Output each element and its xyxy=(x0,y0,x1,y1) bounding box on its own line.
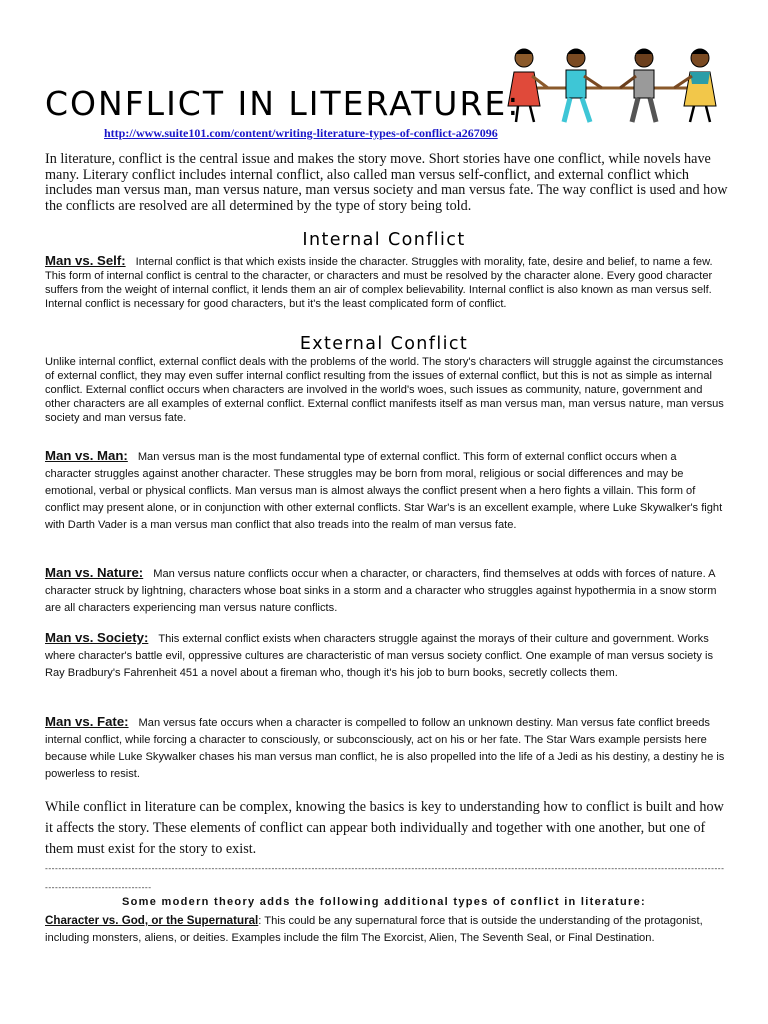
supernatural-text: : This could be any supernatural force that is outside the understanding of the protagonist, including monsters, aliens, or deities. Examples include the film The Exorcist, Alien, The Seventh Seal, or Final Destination. xyxy=(45,915,703,944)
tug-of-war-people-icon xyxy=(496,44,732,126)
man-vs-society-label: Man vs. Society: xyxy=(45,630,149,645)
intro-paragraph: In literature, conflict is the central issue and makes the story move. Short stories have one conflict, while novels have many. Literary conflict includes internal conflict, also called man versus self-conflict, and external conflict which includes man versus man, man versus nature, man versus society and man versus fate. The way conflict is used and how the conflicts are resolved are all determined by the type of story being told. xyxy=(45,151,728,214)
man-vs-self-label: Man vs. Self: xyxy=(45,253,126,268)
internal-conflict-heading: Internal Conflict xyxy=(302,230,466,250)
external-conflict-heading: External Conflict xyxy=(299,334,469,354)
man-vs-fate-text: Man versus fate occurs when a character is compelled to follow an unknown destiny. Man versus fate conflict breeds internal conflict, while forcing a character to consciously, or subconsciously, act on his or her fate. The Star Wars example persists here because while Luke Skywalker chases his man versus man conflict, he is also propelled into the life of a Jedi as his destiny, a destiny he is powerless to resist. xyxy=(45,717,725,780)
source-link[interactable]: http://www.suite101.com/content/writing-literature-types-of-conflict-a267096 xyxy=(104,126,498,140)
modern-theory-heading: Some modern theory adds the following additional types of conflict in literature: xyxy=(122,896,646,908)
conclusion-paragraph: While conflict in literature can be complex, knowing the basics is key to understanding how to conflict is built and how it affects the story. These elements of conflict can appear both individually and together with one another, but one of them must exist for the story to exist. xyxy=(45,799,724,857)
man-vs-fate-label: Man vs. Fate: xyxy=(45,714,129,729)
internal-conflict-paragraph xyxy=(45,254,725,311)
external-conflict-paragraph: Unlike internal conflict, external conflict deals with the problems of the world. The story's characters will struggle against the circumstances of external conflict, they may even suffer internal conflict resulting from the issues of external conflict, but this is not as simple as internal conflict. External conflict occurs when characters are involved in the world's woes, such issues as community, nature, government and other characters are all examples of external conflict. External conflict manifests itself as man versus man, man versus nature, man versus society and man versus fate. xyxy=(45,356,724,424)
man-vs-nature-label: Man vs. Nature: xyxy=(45,565,144,580)
page-title: CONFLICT IN LITERATURE: xyxy=(45,84,521,123)
man-vs-society-paragraph xyxy=(45,629,725,682)
man-vs-nature-paragraph xyxy=(45,564,725,617)
man-vs-nature-text: Man versus nature conflicts occur when a character, or characters, find themselves at odds with forces of nature. A character struck by lightning, characters whose boat sinks in a storm and a character who struggles against hypothermia in a snow storm are all characters experiencing man versus nature conflicts. xyxy=(45,568,717,614)
supernatural-label: Character vs. God, or the Supernatural xyxy=(45,914,259,927)
man-vs-fate-paragraph xyxy=(45,713,725,783)
man-vs-society-text: This external conflict exists when characters struggle against the morays of their culture and government. Works where character's battle evil, oppressive cultures are characteristic of man versus society conflict. One example of man versus society is Ray Bradbury's Fahrenheit 451 a novel about a fireman who, though it's his job to burn books, secretly collects them. xyxy=(45,633,714,679)
man-vs-man-label: Man vs. Man: xyxy=(45,448,128,463)
man-vs-man-paragraph xyxy=(45,447,725,534)
man-vs-man-text: Man versus man is the most fundamental type of external conflict. This form of external conflict occurs when a character struggles against another character. These struggles may be born from moral, religious or social differences and may be emotional, verbal or physical conflicts. Man versus man is almost always the conflict present when a hero fights a villain. This form of conflict may present alone, or in conjunction with other external conflicts. Star War's is an excellent example, where Luke Skywalker's fight with Darth Vader is a man versus man conflict that also treads into the realm of man versus fate. xyxy=(45,451,723,531)
man-vs-self-text: Internal conflict is that which exists inside the character. Struggles with morality, fate, desire and belief, to name a few. This form of internal conflict is central to the character, or characters and must be resolved by the character alone. Every good character suffers from the weight of internal conflict, it lends them an air of complex believability. Internal conflict is also known as man versus self. Internal conflict is necessary for good characters, but it's the least complicated form of conflict. xyxy=(45,256,713,310)
supernatural-paragraph xyxy=(45,912,725,947)
divider: -------------------------------------------------------------------------------------------------------------------------------------------------------------------------------------------------------------------------------------------- xyxy=(45,863,725,892)
